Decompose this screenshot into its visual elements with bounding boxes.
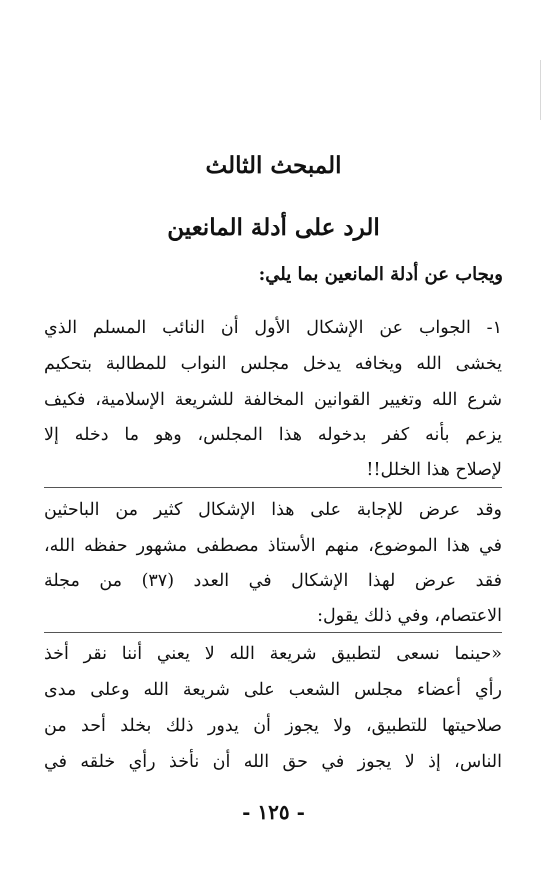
- paragraph-divider: [44, 487, 502, 488]
- page-edge-mark: [540, 60, 541, 120]
- paragraph-1-line-4: يزعم بأنه كفر بدخوله هذا المجلس، وهو ما دخله إلا: [44, 425, 502, 445]
- paragraph-3-line-2: رأي أعضاء مجلس الشعب على شريعة الله وعلى مدى: [44, 680, 502, 700]
- paragraph-1-line-3: شرع الله وتغيير القوانين المخالفة للشريعة الإسلامية، فكيف: [44, 390, 502, 410]
- paragraph-2-line-1: وقد عرض للإجابة على هذا الإشكال كثير من الباحثين: [44, 500, 502, 520]
- paragraph-3-line-3: صلاحيتها للتطبيق، ولا يجوز أن يدور ذلك بخلد أحد من: [44, 716, 502, 736]
- paragraph-3-line-4: الناس، إذ لا يجوز في حق الله أن نأخذ رأي خلقه في: [44, 752, 502, 772]
- paragraph-divider: [44, 632, 502, 633]
- paragraph-2-line-2: في هذا الموضوع، منهم الأستاذ مصطفى مشهور حفظه الله،: [44, 536, 502, 556]
- paragraph-2-line-3: فقد عرض لهذا الإشكال في العدد (٣٧) من مجلة: [44, 571, 502, 591]
- paragraph-1-line-5: لإصلاح هذا الخلل!!: [366, 460, 502, 480]
- paragraph-1-line-1: ١- الجواب عن الإشكال الأول أن النائب المسلم الذي: [44, 318, 502, 338]
- page-number: - ١٢٥ -: [242, 800, 305, 824]
- intro-line: ويجاب عن أدلة المانعين بما يلي:: [258, 264, 503, 285]
- paragraph-2-line-4: الاعتصام، وفي ذلك يقول:: [317, 606, 502, 626]
- paragraph-3-line-1: «حينما نسعى لتطبيق شريعة الله لا يعني أننا نقر أخذ: [44, 644, 502, 664]
- section-subtitle: الرد على أدلة المانعين: [167, 214, 380, 241]
- paragraph-1-line-2: يخشى الله ويخافه يدخل مجلس النواب للمطالبة بتحكيم: [44, 354, 502, 374]
- section-title: المبحث الثالث: [205, 152, 342, 179]
